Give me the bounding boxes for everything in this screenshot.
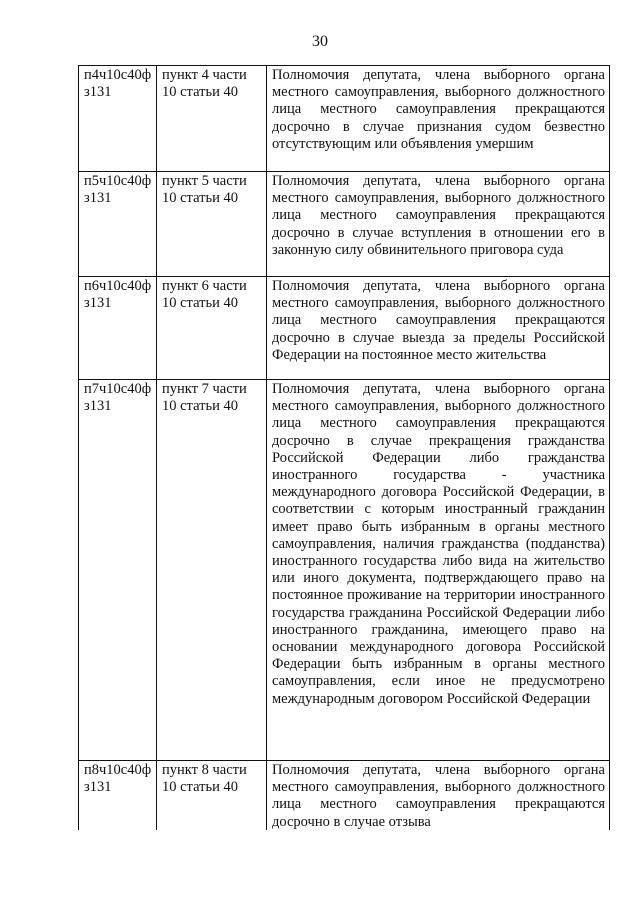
row-text: Полномочия депутата, члена выборного органа местного самоуправления, выборного должностного лица местного самоуправления прекращаются досрочно в случае вступления в отношении его в законную силу обвинительного приговора суда [267, 172, 610, 277]
table-row [79, 66, 610, 172]
row-code: п7ч10с40фз131 [79, 380, 157, 761]
row-reference: пункт 7 части 10 статьи 40 [157, 380, 267, 761]
table-row [79, 172, 610, 277]
page-number: 30 [312, 33, 328, 50]
row-reference: пункт 8 части 10 статьи 40 [157, 761, 267, 841]
table-row [79, 761, 610, 841]
row-code: п5ч10с40фз131 [79, 172, 157, 277]
row-text: Полномочия депутата, члена выборного органа местного самоуправления, выборного должностного лица местного самоуправления прекращаются досрочно в случае выезда за пределы Российской Федерации на постоянное место жительства [267, 277, 610, 380]
row-code: п6ч10с40фз131 [79, 277, 157, 380]
row-code: п4ч10с40фз131 [79, 66, 157, 172]
row-reference: пункт 6 части 10 статьи 40 [157, 277, 267, 380]
row-text: Полномочия депутата, члена выборного органа местного самоуправления, выборного должностного лица местного самоуправления прекращаются досрочно в случае отзыва [267, 761, 610, 841]
row-reference: пункт 5 части 10 статьи 40 [157, 172, 267, 277]
row-text: Полномочия депутата, члена выборного органа местного самоуправления, выборного должностного лица местного самоуправления прекращаются досрочно в случае признания судом безвестно отсутствующим или объявления умершим [267, 66, 610, 172]
table-row [79, 277, 610, 380]
powers-termination-table [78, 65, 610, 841]
row-text: Полномочия депутата, члена выборного органа местного самоуправления, выборного должностного лица местного самоуправления прекращаются досрочно в случае прекращения гражданства Российской Федерации либо гражданства иностранного государства - участника международного договора Российской Федерации, в соответствии с которым иностранный гражданин имеет право быть избранным в органы местного самоуправления, наличия гражданства (подданства) иностранного государства либо вида на жительство или иного документа, подтверждающего право на постоянное проживание на территории иностранного государства гражданина Российской Федерации либо иностранного гражданина, имеющего право на основании международного договора Российской Федерации быть избранным в органы местного самоуправления, если иное не предусмотрено международным договором Российской Федерации [267, 380, 610, 761]
row-reference: пункт 4 части 10 статьи 40 [157, 66, 267, 172]
row-code: п8ч10с40фз131 [79, 761, 157, 841]
table-row [79, 380, 610, 761]
page-bottom-margin [0, 830, 640, 905]
